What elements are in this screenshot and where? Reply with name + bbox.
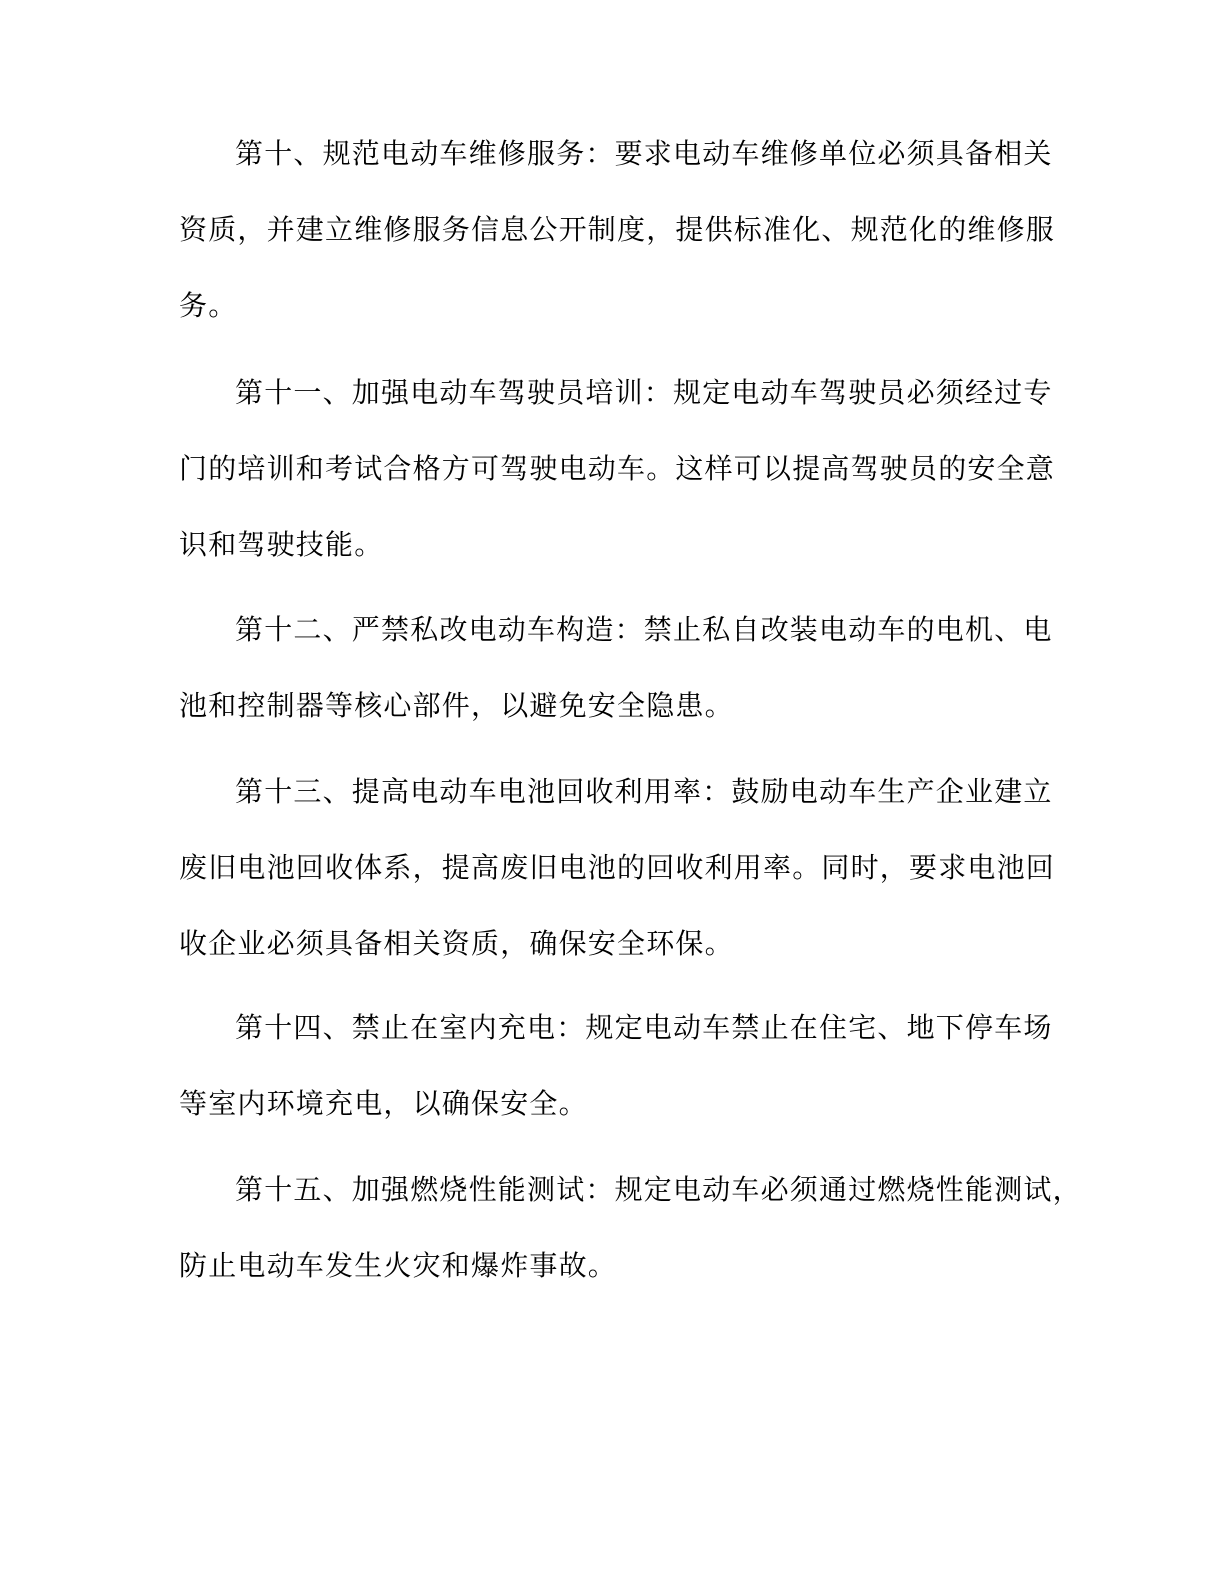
paragraph-line: 收企业必须具备相关资质，确保安全环保。: [179, 927, 734, 960]
paragraph-line: 等室内环境充电，以确保安全。: [179, 1087, 588, 1120]
paragraph-article-11: [179, 377, 1059, 561]
paragraph-line: 第十、规范电动车维修服务：要求电动车维修单位必须具备相关: [235, 137, 1053, 170]
paragraph-line: 资质，并建立维修服务信息公开制度，提供标准化、规范化的维修服: [179, 213, 1056, 246]
paragraph-article-10: [179, 138, 1059, 322]
paragraph-line: 防止电动车发生火灾和爆炸事故。: [179, 1249, 618, 1282]
paragraph-line: 第十一、加强电动车驾驶员培训：规定电动车驾驶员必须经过专: [235, 376, 1053, 409]
paragraph-line: 第十四、禁止在室内充电：规定电动车禁止在住宅、地下停车场: [235, 1011, 1053, 1044]
paragraph-article-14: [179, 1012, 1059, 1120]
paragraph-article-13: [179, 776, 1059, 960]
paragraph-line: 第十五、加强燃烧性能测试：规定电动车必须通过燃烧性能测试，: [235, 1173, 1082, 1206]
paragraph-line: 池和控制器等核心部件，以避免安全隐患。: [179, 689, 734, 722]
paragraph-article-12: [179, 614, 1059, 722]
paragraph-line: 务。: [179, 289, 238, 322]
paragraph-line: 门的培训和考试合格方可驾驶电动车。这样可以提高驾驶员的安全意: [179, 452, 1056, 485]
paragraph-line: 识和驾驶技能。: [179, 528, 384, 561]
paragraph-line: 废旧电池回收体系，提高废旧电池的回收利用率。同时，要求电池回: [179, 851, 1056, 884]
paragraph-line: 第十二、严禁私改电动车构造：禁止私自改装电动车的电机、电: [235, 613, 1053, 646]
paragraph-line: 第十三、提高电动车电池回收利用率：鼓励电动车生产企业建立: [235, 775, 1053, 808]
paragraph-article-15: [179, 1173, 1082, 1282]
